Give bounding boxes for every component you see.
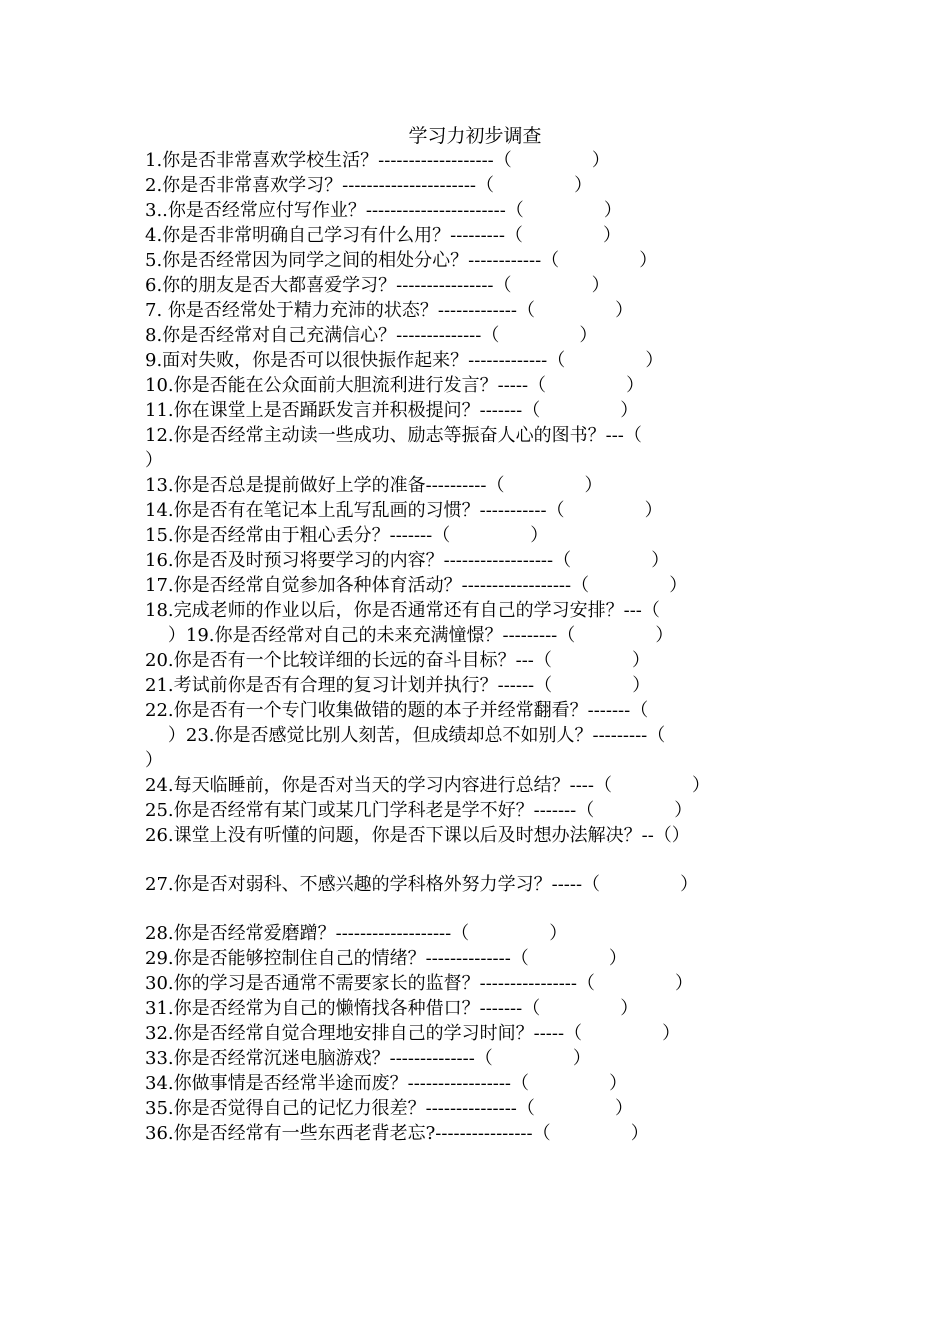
survey-question-line: 30.你的学习是否通常不需要家长的监督？----------------（ ）: [145, 973, 694, 994]
survey-question-line: 21.考试前你是否有合理的复习计划并执行？------（ ）: [145, 675, 651, 696]
survey-question-list: [145, 148, 845, 1146]
survey-question-line: 10.你是否能在公众面前大胆流利进行发言？-----（ ）: [145, 375, 645, 396]
survey-question-line: ）23.你是否感觉比别人刻苦，但成绩却总不如别人？---------（: [145, 725, 666, 746]
survey-question-line: 4.你是否非常明确自己学习有什么用？---------（ ）: [145, 225, 622, 246]
survey-question-line: 25.你是否经常有某门或某几门学科老是学不好？-------（ ）: [145, 800, 693, 821]
survey-question-line: 36.你是否经常有一些东西老背老忘?----------------（ ）: [145, 1123, 649, 1144]
survey-question-line: 8.你是否经常对自己充满信心？--------------（ ）: [145, 325, 598, 346]
survey-question-line: [145, 897, 845, 921]
survey-question-line: 26.课堂上没有听懂的问题，你是否下课以后及时想办法解决？--（）: [145, 825, 690, 846]
survey-question-line: 27.你是否对弱科、不感兴趣的学科格外努力学习？-----（ ）: [145, 874, 699, 895]
survey-question-line: 34.你做事情是否经常半途而废？-----------------（ ）: [145, 1073, 628, 1094]
survey-question-line: 13.你是否总是提前做好上学的准备----------（ ）: [145, 475, 603, 496]
survey-question-line: 2.你是否非常喜欢学习？----------------------（ ）: [145, 175, 593, 196]
survey-question-line: ）19.你是否经常对自己的未来充满憧憬？---------（ ）: [145, 625, 674, 646]
document-title: [0, 124, 950, 148]
survey-question-line: 12.你是否经常主动读一些成功、励志等振奋人心的图书？---（: [145, 425, 642, 446]
document-title-text: 学习力初步调查: [408, 125, 542, 147]
survey-question-line: ）: [145, 750, 163, 771]
survey-question-line: 29.你是否能够控制住自己的情绪？--------------（ ）: [145, 948, 627, 969]
survey-question-line: ）: [145, 450, 163, 471]
survey-question-line: 1.你是否非常喜欢学校生活？-------------------（ ）: [145, 150, 610, 171]
survey-question-line: 31.你是否经常为自己的懒惰找各种借口？-------（ ）: [145, 998, 639, 1019]
survey-question-line: 33.你是否经常沉迷电脑游戏？--------------（ ）: [145, 1048, 591, 1069]
survey-question-line: 14.你是否有在笔记本上乱写乱画的习惯？-----------（ ）: [145, 500, 663, 521]
survey-question-line: 11.你在课堂上是否踊跃发言并积极提问？-------（ ）: [145, 400, 639, 421]
survey-question-line: 3..你是否经常应付写作业？-----------------------（ ）: [145, 200, 622, 221]
survey-question-line: 24.每天临睡前，你是否对当天的学习内容进行总结？----（ ）: [145, 775, 711, 796]
survey-question-line: 18.完成老师的作业以后，你是否通常还有自己的学习安排？---（: [145, 600, 660, 621]
survey-question-line: 20.你是否有一个比较详细的长远的奋斗目标？---（ ）: [145, 650, 650, 671]
survey-question-line: 6.你的朋友是否大都喜爱学习？----------------（ ）: [145, 275, 610, 296]
survey-question-line: 7. 你是否经常处于精力充沛的状态？-------------（ ）: [145, 300, 634, 321]
survey-question-line: 15.你是否经常由于粗心丢分？-------（ ）: [145, 525, 549, 546]
survey-question-line: 16.你是否及时预习将要学习的内容？------------------（ ）: [145, 550, 670, 571]
survey-question-line: 28.你是否经常爱磨蹭？-------------------（ ）: [145, 923, 568, 944]
survey-question-line: 32.你是否经常自觉合理地安排自己的学习时间？-----（ ）: [145, 1023, 681, 1044]
survey-question-line: 5.你是否经常因为同学之间的相处分心？------------（ ）: [145, 250, 658, 271]
survey-question-line: 17.你是否经常自觉参加各种体育活动？------------------（ ）: [145, 575, 688, 596]
survey-question-line: 9.面对失败，你是否可以很快振作起来？-------------（ ）: [145, 350, 664, 371]
survey-question-line: [145, 848, 845, 872]
survey-question-line: 22.你是否有一个专门收集做错的题的本子并经常翻看？-------（: [145, 700, 649, 721]
survey-question-line: 35.你是否觉得自己的记忆力很差？---------------（ ）: [145, 1098, 633, 1119]
